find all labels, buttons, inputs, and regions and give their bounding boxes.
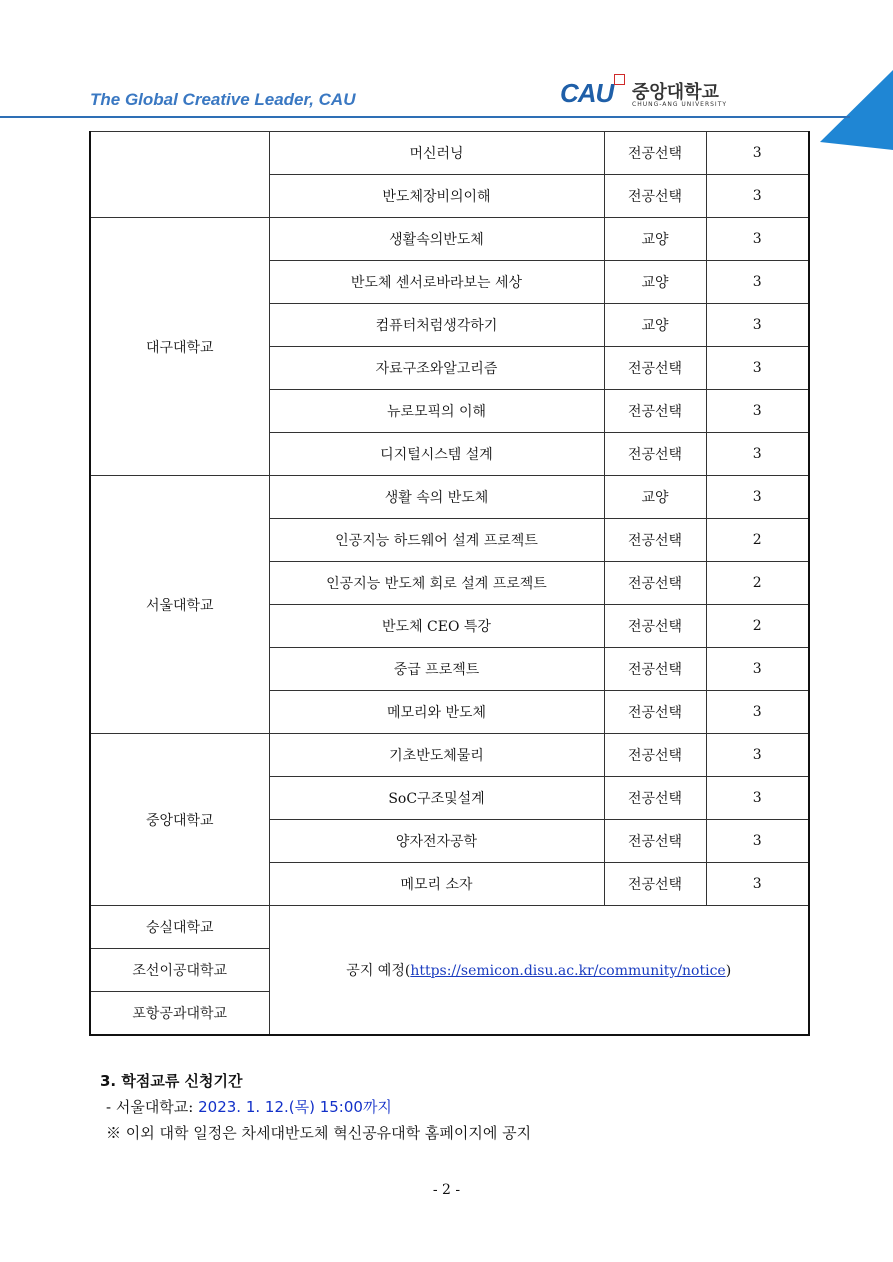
course-type-cell: 전공선택: [604, 863, 706, 906]
header-rule: [0, 116, 850, 118]
cau-logo: [560, 74, 730, 114]
course-name-cell: 자료구조와알고리즘: [269, 347, 604, 390]
logo-name: 중앙대학교: [632, 82, 719, 103]
course-name-cell: 반도체 CEO 특강: [269, 605, 604, 648]
course-table: [89, 131, 810, 1036]
course-type-cell: 전공선택: [604, 433, 706, 476]
course-type-cell: 전공선택: [604, 734, 706, 777]
credits-cell: 3: [706, 863, 809, 906]
credits-cell: 3: [706, 820, 809, 863]
course-type-cell: 전공선택: [604, 691, 706, 734]
course-name-cell: 인공지능 하드웨어 설계 프로젝트: [269, 519, 604, 562]
course-name-cell: 머신러닝: [269, 132, 604, 175]
course-name-cell: 반도체 센서로바라보는 세상: [269, 261, 604, 304]
section-title: 3. 학점교류 신청기간: [100, 1072, 243, 1090]
credits-cell: 3: [706, 433, 809, 476]
credits-cell: 3: [706, 734, 809, 777]
course-name-cell: 반도체장비의이해: [269, 175, 604, 218]
course-type-cell: 전공선택: [604, 605, 706, 648]
header-tagline: The Global Creative Leader, CAU: [90, 90, 356, 109]
logo-mark: CAU: [560, 78, 614, 108]
course-type-cell: 전공선택: [604, 648, 706, 691]
credits-cell: 3: [706, 777, 809, 820]
course-type-cell: 교양: [604, 218, 706, 261]
logo-red-box: [614, 74, 625, 85]
credits-cell: 3: [706, 218, 809, 261]
course-name-cell: 메모리 소자: [269, 863, 604, 906]
course-type-cell: 전공선택: [604, 347, 706, 390]
credits-cell: 2: [706, 562, 809, 605]
university-cell: 포항공과대학교: [90, 992, 269, 1036]
notice-prefix: 공지 예정(: [346, 963, 411, 979]
course-type-cell: 전공선택: [604, 777, 706, 820]
notice-suffix: ): [725, 963, 732, 979]
table-row: [90, 218, 809, 261]
credits-cell: 3: [706, 132, 809, 175]
course-type-cell: 교양: [604, 261, 706, 304]
university-cell: 대구대학교: [90, 218, 269, 476]
credits-cell: 3: [706, 691, 809, 734]
course-name-cell: 메모리와 반도체: [269, 691, 604, 734]
schedule-line: [106, 1096, 392, 1117]
table-row: [90, 476, 809, 519]
course-type-cell: 전공선택: [604, 175, 706, 218]
course-type-cell: 전공선택: [604, 519, 706, 562]
university-cell: [90, 132, 269, 218]
schedule-label: - 서울대학교:: [106, 1098, 199, 1116]
page-number: - 2 -: [432, 1182, 461, 1198]
course-name-cell: 뉴로모픽의 이해: [269, 390, 604, 433]
credits-cell: 3: [706, 304, 809, 347]
credits-cell: 3: [706, 476, 809, 519]
university-cell: 숭실대학교: [90, 906, 269, 949]
schedule-deadline: 2023. 1. 12.(목) 15:00까지: [198, 1098, 392, 1116]
course-type-cell: 전공선택: [604, 820, 706, 863]
university-cell: 서울대학교: [90, 476, 269, 734]
course-type-cell: 전공선택: [604, 132, 706, 175]
course-type-cell: 교양: [604, 476, 706, 519]
course-name-cell: 기초반도체물리: [269, 734, 604, 777]
course-name-cell: 중급 프로젝트: [269, 648, 604, 691]
credits-cell: 3: [706, 390, 809, 433]
university-cell: 조선이공대학교: [90, 949, 269, 992]
credits-cell: 2: [706, 605, 809, 648]
table-row: [90, 132, 809, 175]
course-name-cell: 인공지능 반도체 회로 설계 프로젝트: [269, 562, 604, 605]
course-type-cell: 교양: [604, 304, 706, 347]
course-name-cell: 디지털시스템 설계: [269, 433, 604, 476]
credits-cell: 3: [706, 347, 809, 390]
credits-cell: 3: [706, 648, 809, 691]
course-type-cell: 전공선택: [604, 562, 706, 605]
notice-link[interactable]: https://semicon.disu.ac.kr/community/notice: [410, 963, 726, 979]
university-cell: 중앙대학교: [90, 734, 269, 906]
table-row: [90, 906, 809, 949]
course-name-cell: 생활속의반도체: [269, 218, 604, 261]
note-line: ※ 이외 대학 일정은 차세대반도체 혁신공유대학 홈페이지에 공지: [106, 1124, 532, 1142]
notice-cell: [269, 906, 809, 1036]
logo-subtitle: CHUNG-ANG UNIVERSITY: [632, 101, 728, 108]
credits-cell: 3: [706, 261, 809, 304]
course-name-cell: 컴퓨터처럼생각하기: [269, 304, 604, 347]
course-name-cell: 양자전자공학: [269, 820, 604, 863]
credits-cell: 3: [706, 175, 809, 218]
credits-cell: 2: [706, 519, 809, 562]
course-type-cell: 전공선택: [604, 390, 706, 433]
course-name-cell: 생활 속의 반도체: [269, 476, 604, 519]
course-name-cell: SoC구조및설계: [269, 777, 604, 820]
corner-triangle-decoration: [820, 70, 893, 150]
table-row: [90, 734, 809, 777]
